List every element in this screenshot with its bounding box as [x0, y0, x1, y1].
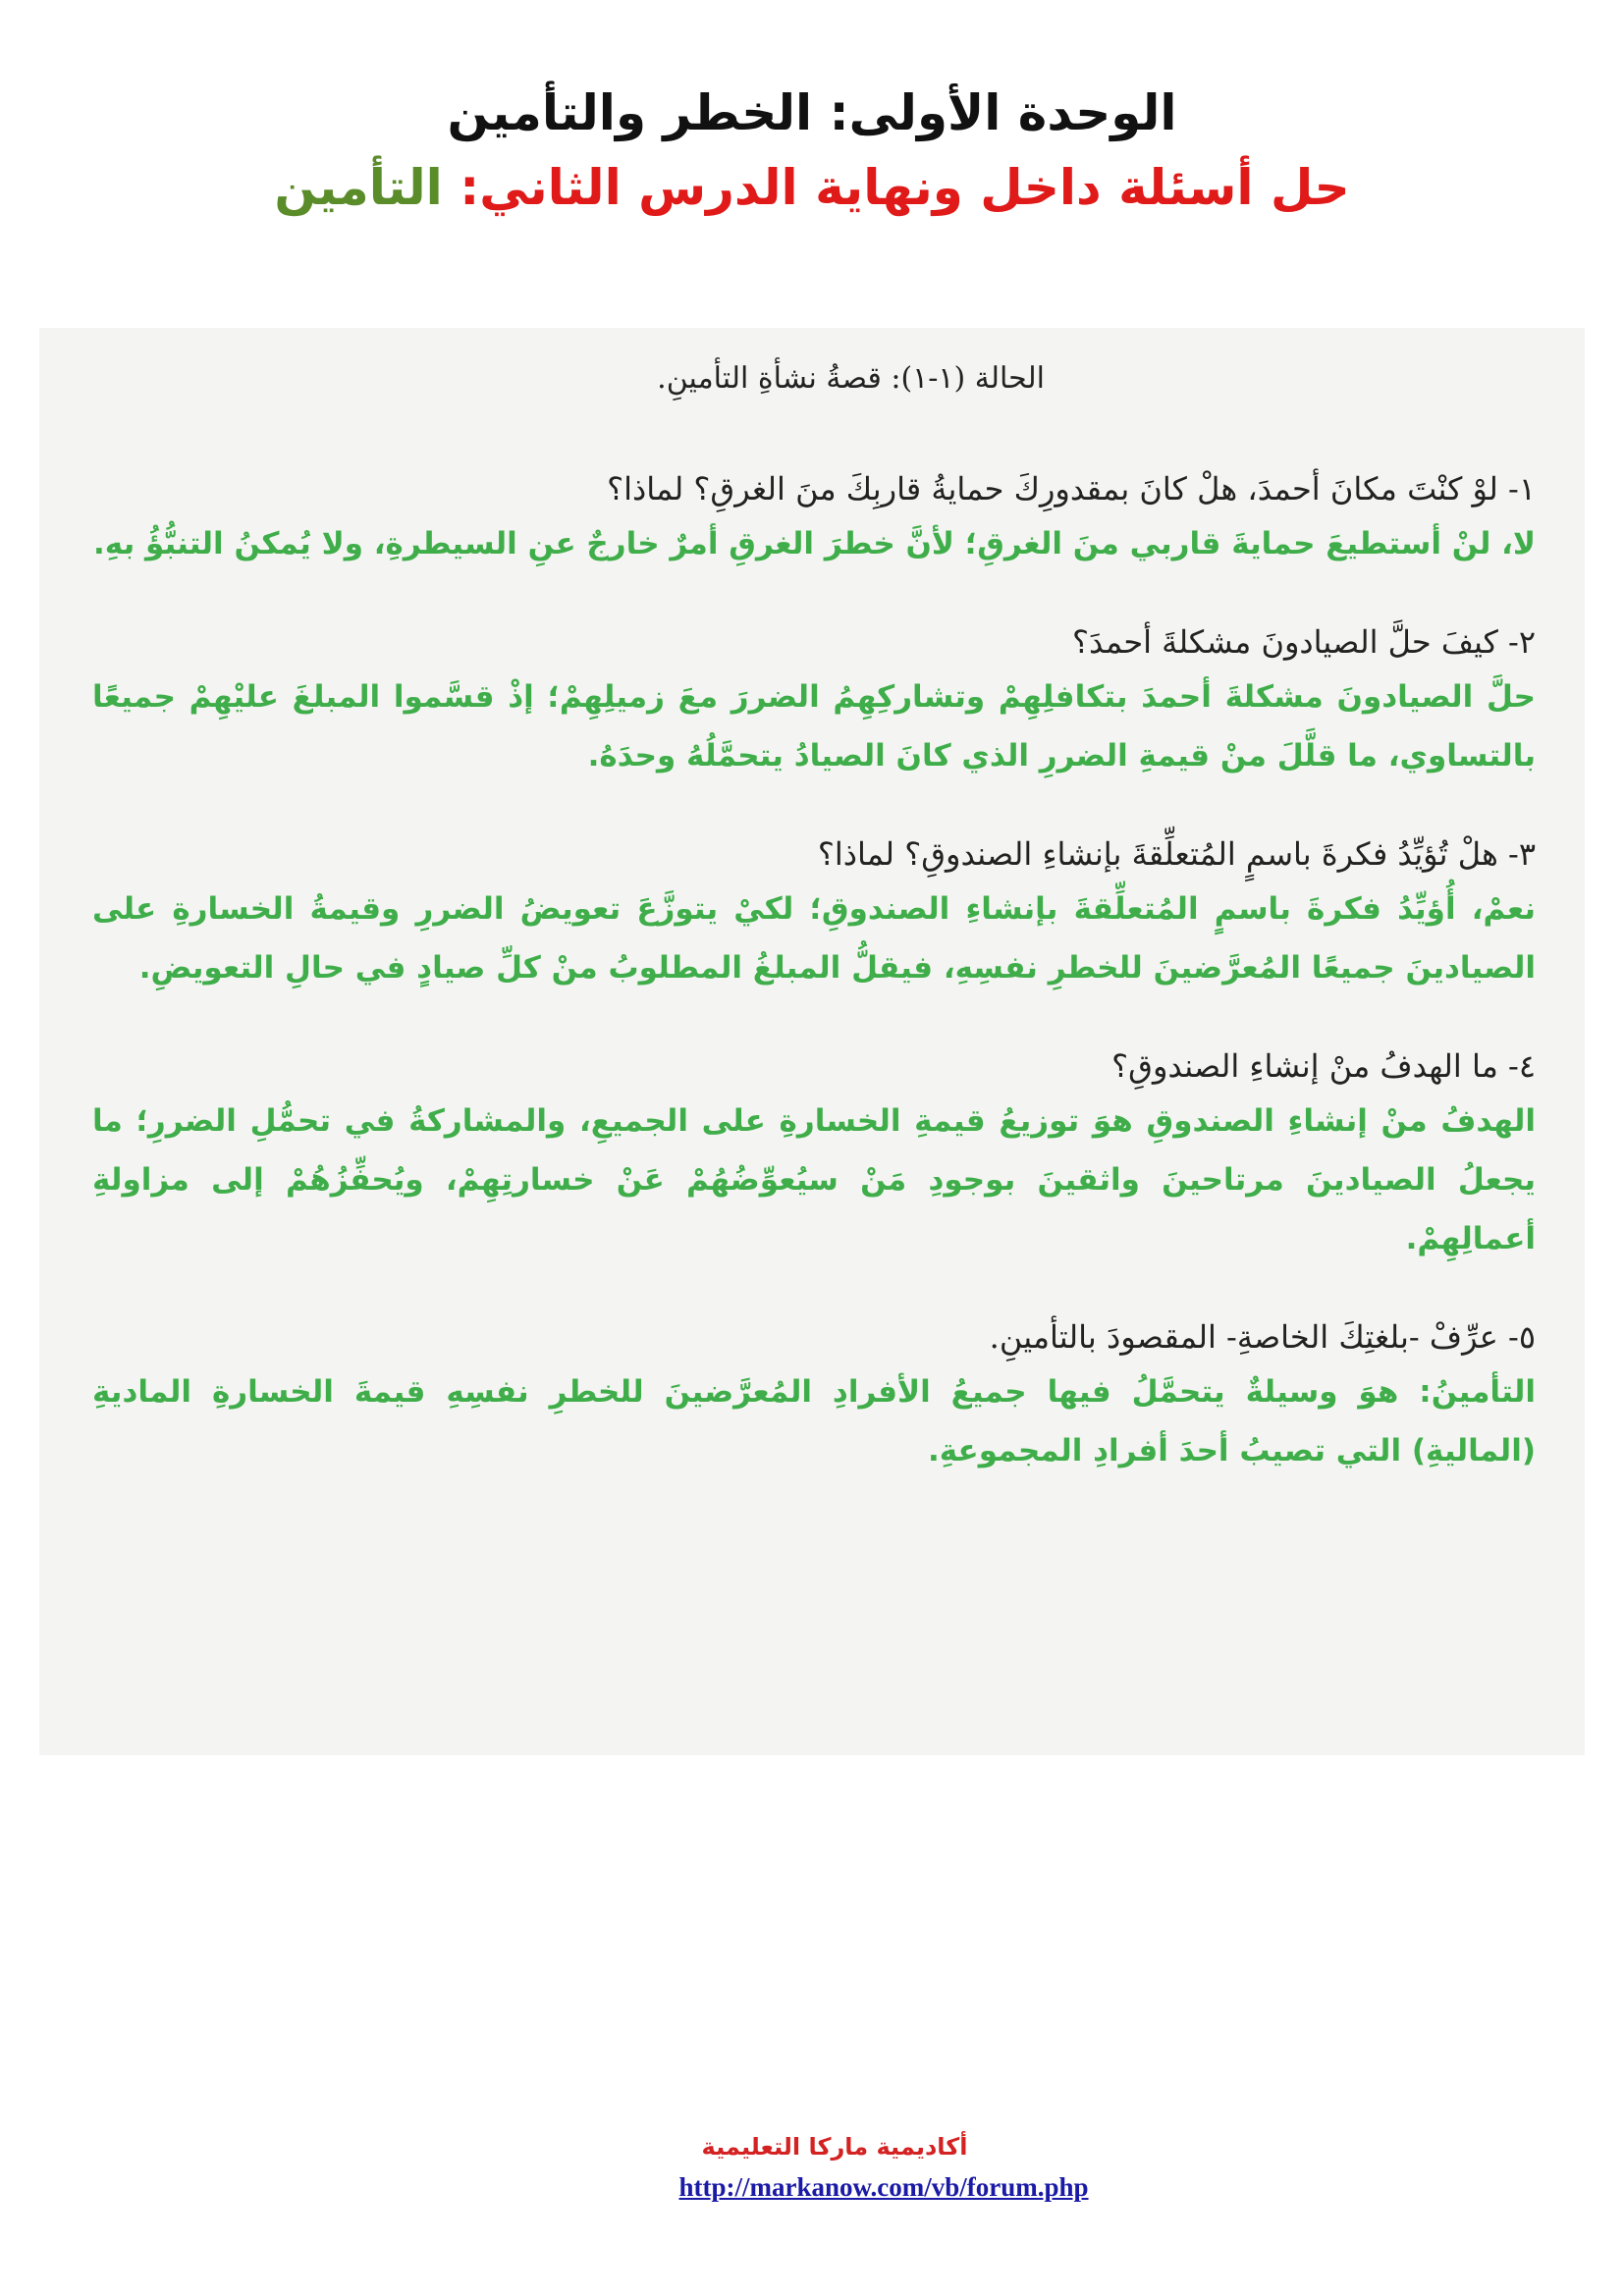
lesson-title-topic: التأمين [274, 159, 443, 216]
website-link[interactable]: http://markanow.com/vb/forum.php [678, 2172, 1089, 2202]
question-5: ٥- عرِّفْ -بلغتِكَ الخاصةِ- المقصودَ بالتأمينِ. [989, 1318, 1536, 1356]
qa-item-2 [92, 616, 1536, 785]
question-3: ٣- هلْ تُؤيِّدُ فكرةَ باسمٍ المُتعلِّقةَ بإنشاءِ الصندوقِ؟ لماذا؟ [817, 835, 1536, 873]
answer-2: حلَّ الصيادونَ مشكلةَ أحمدَ بتكافلِهِمْ وتشاركِهِمُ الضررَ معَ زميلِهِمْ؛ إذْ قسَّموا المبلغَ عليْهِمْ جميعًا بالتساوي، ما قلَّلَ منْ قيمةِ الضررِ الذي كانَ الصيادُ يتحمَّلُهُ وحدَهُ. [92, 679, 1536, 774]
page-footer [530, 2130, 1119, 2207]
academy-name: أكاديمية ماركا التعليمية [701, 2133, 968, 2161]
answer-5: التأمينُ: هوَ وسيلةٌ يتحمَّلُ فيها جميعُ الأفرادِ المُعرَّضينَ للخطرِ نفسِهِ قيمةَ الخسارةِ الماديةِ (الماليةِ) التي تصيبُ أحدَ أفرادِ المجموعةِ. [92, 1374, 1536, 1468]
answer-4: الهدفُ منْ إنشاءِ الصندوقِ هوَ توزيعُ قيمةِ الخسارةِ على الجميعِ، والمشاركةُ في تحمُّلِ الضررِ؛ ما يجعلُ الصيادينَ مرتاحينَ واثقينَ بوجودِ مَنْ سيُعوِّضُهُمْ عَنْ خسارتِهِمْ، ويُحفِّزُهُمْ إلى مزاولةِ أعمالِهِمْ. [92, 1103, 1536, 1256]
question-4: ٤- ما الهدفُ منْ إنشاءِ الصندوقِ؟ [1111, 1047, 1536, 1085]
qa-item-3 [92, 828, 1536, 997]
page-header [0, 79, 1624, 224]
question-1: ١- لوْ كنْتَ مكانَ أحمدَ، هلْ كانَ بمقدورِكَ حمايةُ قاربِكَ منَ الغرقِ؟ لماذا؟ [607, 470, 1536, 507]
case-title: الحالة (١-١): قصةُ نشأةِ التأمينِ. [657, 361, 1045, 396]
qa-item-4 [92, 1041, 1536, 1268]
question-2: ٢- كيفَ حلَّ الصيادونَ مشكلةَ أحمدَ؟ [1072, 623, 1536, 661]
qa-item-5 [92, 1311, 1536, 1480]
answer-1: لا، لنْ أستطيعَ حمايةَ قاربي منَ الغرقِ؛ لأنَّ خطرَ الغرقِ أمرٌ خارجٌ عنِ السيطرةِ، ولا يُمكنُ التنبُّؤُ بهِ. [93, 526, 1536, 561]
qa-item-1 [92, 463, 1536, 573]
lesson-title-prefix: حل أسئلة داخل ونهاية الدرس الثاني: [460, 159, 1350, 216]
case-study-card [39, 328, 1585, 1755]
unit-title: الوحدة الأولى: الخطر والتأمين [447, 84, 1177, 141]
answer-3: نعمْ، أُؤيِّدُ فكرةَ باسمٍ المُتعلِّقةَ بإنشاءِ الصندوقِ؛ لكيْ يتوزَّعَ تعويضُ الضررِ وقيمةُ الخسارةِ على الصيادينَ جميعًا المُعرَّضينَ للخطرِ نفسِهِ، فيقلُّ المبلغُ المطلوبُ منْ كلِّ صيادٍ في حالِ التعويضِ. [92, 891, 1536, 986]
lesson-title [0, 151, 1624, 224]
